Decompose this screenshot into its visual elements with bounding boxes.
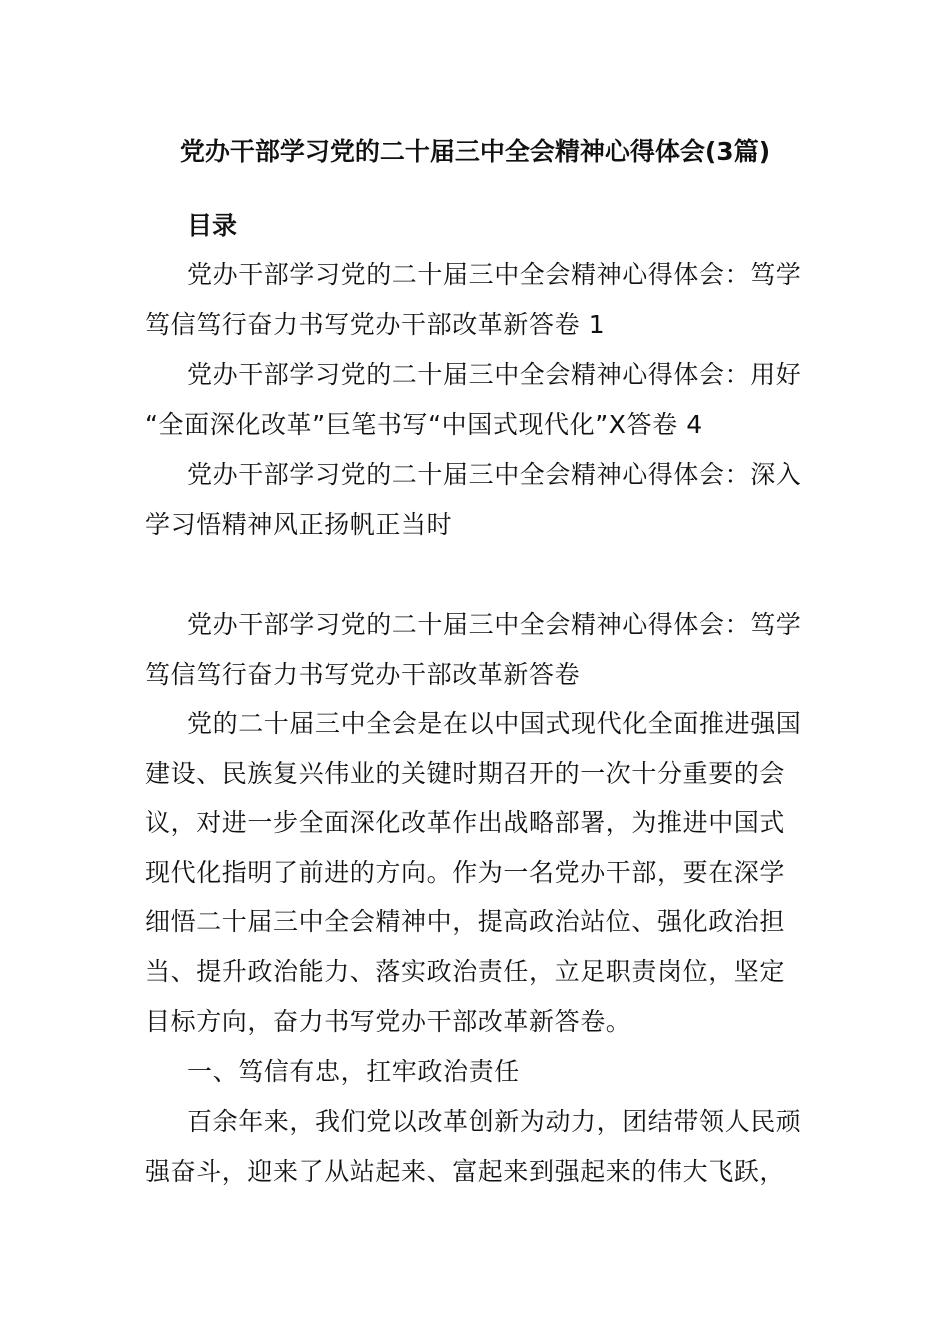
body-paragraph-1-line: 现代化指明了前进的方向。作为一名党办干部，要在深学 bbox=[145, 857, 786, 887]
toc-entry-2 bbox=[145, 350, 805, 449]
toc-entry-3-line-2: 学习悟精神风正扬帆正当时 bbox=[145, 509, 453, 539]
toc-entry-2-line-1: 党办干部学习党的二十届三中全会精神心得体会：用好 bbox=[187, 360, 802, 389]
toc-entry-1-line-1: 党办干部学习党的二十届三中全会精神心得体会：笃学 bbox=[187, 260, 802, 289]
body-paragraph-1-line: 建设、民族复兴伟业的关键时期召开的一次十分重要的会 bbox=[145, 758, 786, 788]
body-paragraph-2-line: 强奋斗，迎来了从站起来、富起来到强起来的伟大飞跃， bbox=[145, 1156, 786, 1186]
body-paragraph-1-line: 议，对进一步全面深化改革作出战略部署，为推进中国式 bbox=[145, 808, 786, 838]
toc-entry-1-line-2: 笃信笃行奋力书写党办干部改革新答卷 1 bbox=[145, 309, 606, 339]
section-heading bbox=[145, 1047, 805, 1097]
toc-heading: 目录 bbox=[187, 211, 238, 240]
article-title bbox=[145, 600, 805, 699]
body-paragraph-2 bbox=[145, 1097, 805, 1196]
toc-entry-3 bbox=[145, 450, 805, 549]
body-paragraph-1-line: 党的二十届三中全会是在以中国式现代化全面推进强国 bbox=[187, 709, 802, 738]
toc-entry-1 bbox=[145, 250, 805, 349]
body-paragraph-1-line: 目标方向，奋力书写党办干部改革新答卷。 bbox=[145, 1006, 632, 1036]
body-paragraph-1-line: 当、提升政治能力、落实政治责任，立足职责岗位，坚定 bbox=[145, 956, 786, 986]
section-heading-text: 一、笃信有忠，扛牢政治责任 bbox=[187, 1057, 520, 1086]
body-paragraph-1-line: 细悟二十届三中全会精神中，提高政治站位、强化政治担 bbox=[145, 907, 786, 937]
document-title: 党办干部学习党的二十届三中全会精神心得体会(3篇) bbox=[179, 137, 771, 166]
article-title-line-2: 笃信笃行奋力书写党办干部改革新答卷 bbox=[145, 659, 581, 689]
toc-entry-2-line-2: “全面深化改革”巨笔书写“中国式现代化”X答卷 4 bbox=[145, 409, 703, 439]
toc-entry-3-line-1: 党办干部学习党的二十届三中全会精神心得体会：深入 bbox=[187, 460, 802, 489]
body-paragraph-2-line: 百余年来，我们党以改革创新为动力，团结带领人民顽 bbox=[187, 1107, 802, 1136]
article-title-line-1: 党办干部学习党的二十届三中全会精神心得体会：笃学 bbox=[187, 610, 802, 639]
body-paragraph-1 bbox=[145, 699, 805, 1046]
